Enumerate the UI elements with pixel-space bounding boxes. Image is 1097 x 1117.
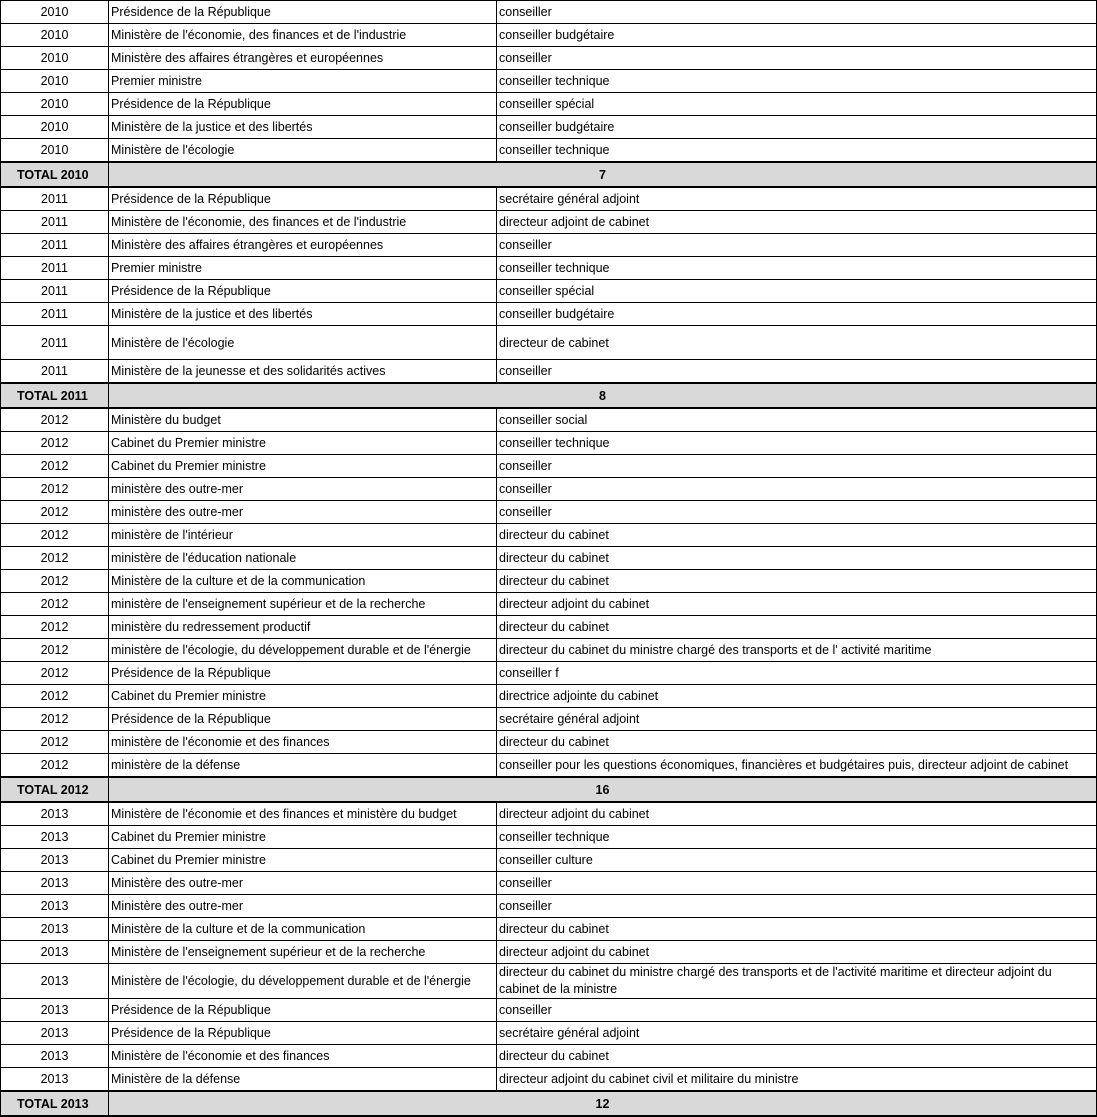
table-row [1,93,1097,116]
position-cell: conseiller [497,360,1097,384]
year-cell: 2011 [1,211,109,234]
table-row [1,116,1097,139]
position-cell: conseiller f [497,662,1097,685]
table-body [1,1,1097,1117]
year-cell: 2013 [1,1045,109,1068]
organization-cell: ministère du redressement productif [109,616,497,639]
year-cell: 2010 [1,93,109,116]
year-cell: 2013 [1,872,109,895]
table-row [1,360,1097,384]
position-cell: conseiller technique [497,70,1097,93]
table-row [1,501,1097,524]
organization-cell: Ministère de la culture et de la communication [109,918,497,941]
position-cell: directeur du cabinet du ministre chargé des transports et de l'activité maritime et directeur adjoint du cabinet de la ministre [497,964,1097,999]
year-cell: 2011 [1,257,109,280]
table-row [1,1068,1097,1092]
table-row [1,280,1097,303]
table-row [1,570,1097,593]
position-cell: directeur adjoint du cabinet [497,802,1097,826]
organization-cell: ministère de l'écologie, du développement durable et de l'énergie [109,639,497,662]
position-cell: directeur du cabinet [497,731,1097,754]
position-cell: conseiller [497,234,1097,257]
position-cell: conseiller culture [497,849,1097,872]
position-cell: conseiller pour les questions économiques, financières et budgétaires puis, directeur adjoint de cabinet [497,754,1097,778]
position-cell: conseiller [497,455,1097,478]
organization-cell: Ministère de la justice et des libertés [109,303,497,326]
total-count: 16 [109,777,1097,802]
position-cell: conseiller technique [497,257,1097,280]
year-cell: 2010 [1,116,109,139]
table-row [1,1,1097,24]
position-cell: conseiller [497,872,1097,895]
organization-cell: Ministère de l'écologie [109,326,497,360]
table-row [1,187,1097,211]
total-row [1,1091,1097,1116]
year-cell: 2012 [1,432,109,455]
position-cell: conseiller [497,478,1097,501]
table-row [1,849,1097,872]
year-cell: 2013 [1,895,109,918]
position-cell: directeur du cabinet [497,524,1097,547]
organization-cell: Ministère de la justice et des libertés [109,116,497,139]
table-row [1,941,1097,964]
organization-cell: Cabinet du Premier ministre [109,685,497,708]
position-cell: secrétaire général adjoint [497,708,1097,731]
organization-cell: Ministère du budget [109,408,497,432]
total-label: TOTAL 2013 [1,1091,109,1116]
position-cell: directeur du cabinet [497,616,1097,639]
organization-cell: Présidence de la République [109,1022,497,1045]
year-cell: 2013 [1,849,109,872]
year-cell: 2012 [1,501,109,524]
organization-cell: Ministère de l'enseignement supérieur et de la recherche [109,941,497,964]
total-count: 8 [109,383,1097,408]
table-row [1,524,1097,547]
organization-cell: Ministère des outre-mer [109,895,497,918]
position-cell: conseiller budgétaire [497,303,1097,326]
position-cell: conseiller [497,999,1097,1022]
position-cell: conseiller technique [497,139,1097,163]
organization-cell: Cabinet du Premier ministre [109,455,497,478]
organization-cell: Ministère de la défense [109,1068,497,1092]
table-row [1,478,1097,501]
year-cell: 2013 [1,964,109,999]
organization-cell: Ministère de la culture et de la communication [109,570,497,593]
year-cell: 2012 [1,731,109,754]
table-row [1,1045,1097,1068]
year-cell: 2012 [1,408,109,432]
position-cell: directeur adjoint du cabinet [497,941,1097,964]
table-row [1,455,1097,478]
year-cell: 2012 [1,662,109,685]
year-cell: 2013 [1,802,109,826]
year-cell: 2012 [1,685,109,708]
table-row [1,139,1097,163]
year-cell: 2011 [1,187,109,211]
year-cell: 2010 [1,139,109,163]
position-cell: directeur adjoint de cabinet [497,211,1097,234]
organization-cell: ministère de la défense [109,754,497,778]
year-cell: 2012 [1,570,109,593]
year-cell: 2012 [1,547,109,570]
organization-cell: Présidence de la République [109,280,497,303]
organization-cell: Présidence de la République [109,999,497,1022]
organization-cell: Ministère des outre-mer [109,872,497,895]
organization-cell: Ministère de l'économie et des finances et ministère du budget [109,802,497,826]
table-row [1,708,1097,731]
table-row [1,918,1097,941]
year-cell: 2010 [1,47,109,70]
total-label: TOTAL 2012 [1,777,109,802]
position-cell: secrétaire général adjoint [497,1022,1097,1045]
position-cell: directeur du cabinet du ministre chargé des transports et de l' activité maritime [497,639,1097,662]
organization-cell: Présidence de la République [109,708,497,731]
year-cell: 2013 [1,1022,109,1045]
table-row [1,964,1097,999]
year-cell: 2010 [1,1,109,24]
organization-cell: Ministère de l'économie, des finances et de l'industrie [109,24,497,47]
organization-cell: Ministère de l'écologie [109,139,497,163]
year-cell: 2013 [1,1068,109,1092]
organization-cell: Ministère des affaires étrangères et européennes [109,47,497,70]
total-label: TOTAL 2010 [1,162,109,187]
organization-cell: Ministère de la jeunesse et des solidarités actives [109,360,497,384]
total-row [1,162,1097,187]
year-cell: 2011 [1,234,109,257]
year-cell: 2013 [1,999,109,1022]
position-cell: conseiller technique [497,826,1097,849]
organization-cell: Présidence de la République [109,662,497,685]
table-row [1,593,1097,616]
organization-cell: ministère de l'éducation nationale [109,547,497,570]
organization-cell: ministère des outre-mer [109,478,497,501]
organization-cell: Ministère de l'écologie, du développement durable et de l'énergie [109,964,497,999]
organization-cell: ministère des outre-mer [109,501,497,524]
year-cell: 2012 [1,524,109,547]
table-row [1,547,1097,570]
table-row [1,70,1097,93]
organization-cell: Ministère de l'économie, des finances et de l'industrie [109,211,497,234]
year-cell: 2011 [1,303,109,326]
position-cell: conseiller budgétaire [497,24,1097,47]
year-cell: 2013 [1,941,109,964]
year-cell: 2012 [1,478,109,501]
position-cell: conseiller [497,1,1097,24]
organization-cell: Premier ministre [109,70,497,93]
position-cell: directeur du cabinet [497,1045,1097,1068]
table-row [1,895,1097,918]
table-row [1,754,1097,778]
year-cell: 2012 [1,593,109,616]
table-row [1,24,1097,47]
table-row [1,47,1097,70]
year-cell: 2011 [1,280,109,303]
table-row [1,662,1097,685]
organization-cell: Premier ministre [109,257,497,280]
table-row [1,685,1097,708]
table-row [1,326,1097,360]
position-cell: conseiller [497,501,1097,524]
year-cell: 2010 [1,24,109,47]
table-row [1,432,1097,455]
year-cell: 2010 [1,70,109,93]
organization-cell: Cabinet du Premier ministre [109,826,497,849]
year-cell: 2012 [1,708,109,731]
position-cell: conseiller spécial [497,280,1097,303]
table-row [1,257,1097,280]
position-cell: directeur adjoint du cabinet civil et militaire du ministre [497,1068,1097,1092]
total-row [1,383,1097,408]
position-cell: conseiller social [497,408,1097,432]
organization-cell: Présidence de la République [109,93,497,116]
position-cell: directrice adjointe du cabinet [497,685,1097,708]
table-row [1,731,1097,754]
organization-cell: Ministère des affaires étrangères et européennes [109,234,497,257]
year-cell: 2011 [1,326,109,360]
table-row [1,826,1097,849]
total-row [1,777,1097,802]
year-cell: 2012 [1,455,109,478]
organization-cell: Ministère de l'économie et des finances [109,1045,497,1068]
position-cell: conseiller technique [497,432,1097,455]
position-cell: directeur du cabinet [497,547,1097,570]
organization-cell: ministère de l'intérieur [109,524,497,547]
total-count: 12 [109,1091,1097,1116]
table-row [1,872,1097,895]
total-count: 7 [109,162,1097,187]
table-row [1,1022,1097,1045]
organization-cell: Présidence de la République [109,1,497,24]
position-cell: conseiller budgétaire [497,116,1097,139]
year-cell: 2012 [1,639,109,662]
total-label: TOTAL 2011 [1,383,109,408]
position-cell: directeur adjoint du cabinet [497,593,1097,616]
organization-cell: ministère de l'économie et des finances [109,731,497,754]
organization-cell: Cabinet du Premier ministre [109,849,497,872]
organization-cell: ministère de l'enseignement supérieur et de la recherche [109,593,497,616]
year-cell: 2013 [1,918,109,941]
table-row [1,211,1097,234]
position-cell: secrétaire général adjoint [497,187,1097,211]
position-cell: directeur de cabinet [497,326,1097,360]
table-row [1,639,1097,662]
table-row [1,234,1097,257]
table-row [1,999,1097,1022]
organization-cell: Présidence de la République [109,187,497,211]
year-cell: 2012 [1,754,109,778]
organization-cell: Cabinet du Premier ministre [109,432,497,455]
table-row [1,616,1097,639]
year-cell: 2011 [1,360,109,384]
table-row [1,802,1097,826]
position-cell: directeur du cabinet [497,570,1097,593]
year-cell: 2012 [1,616,109,639]
position-cell: conseiller [497,47,1097,70]
position-cell: conseiller spécial [497,93,1097,116]
position-cell: directeur du cabinet [497,918,1097,941]
table-row [1,303,1097,326]
year-cell: 2013 [1,826,109,849]
position-cell: conseiller [497,895,1097,918]
table-row [1,408,1097,432]
